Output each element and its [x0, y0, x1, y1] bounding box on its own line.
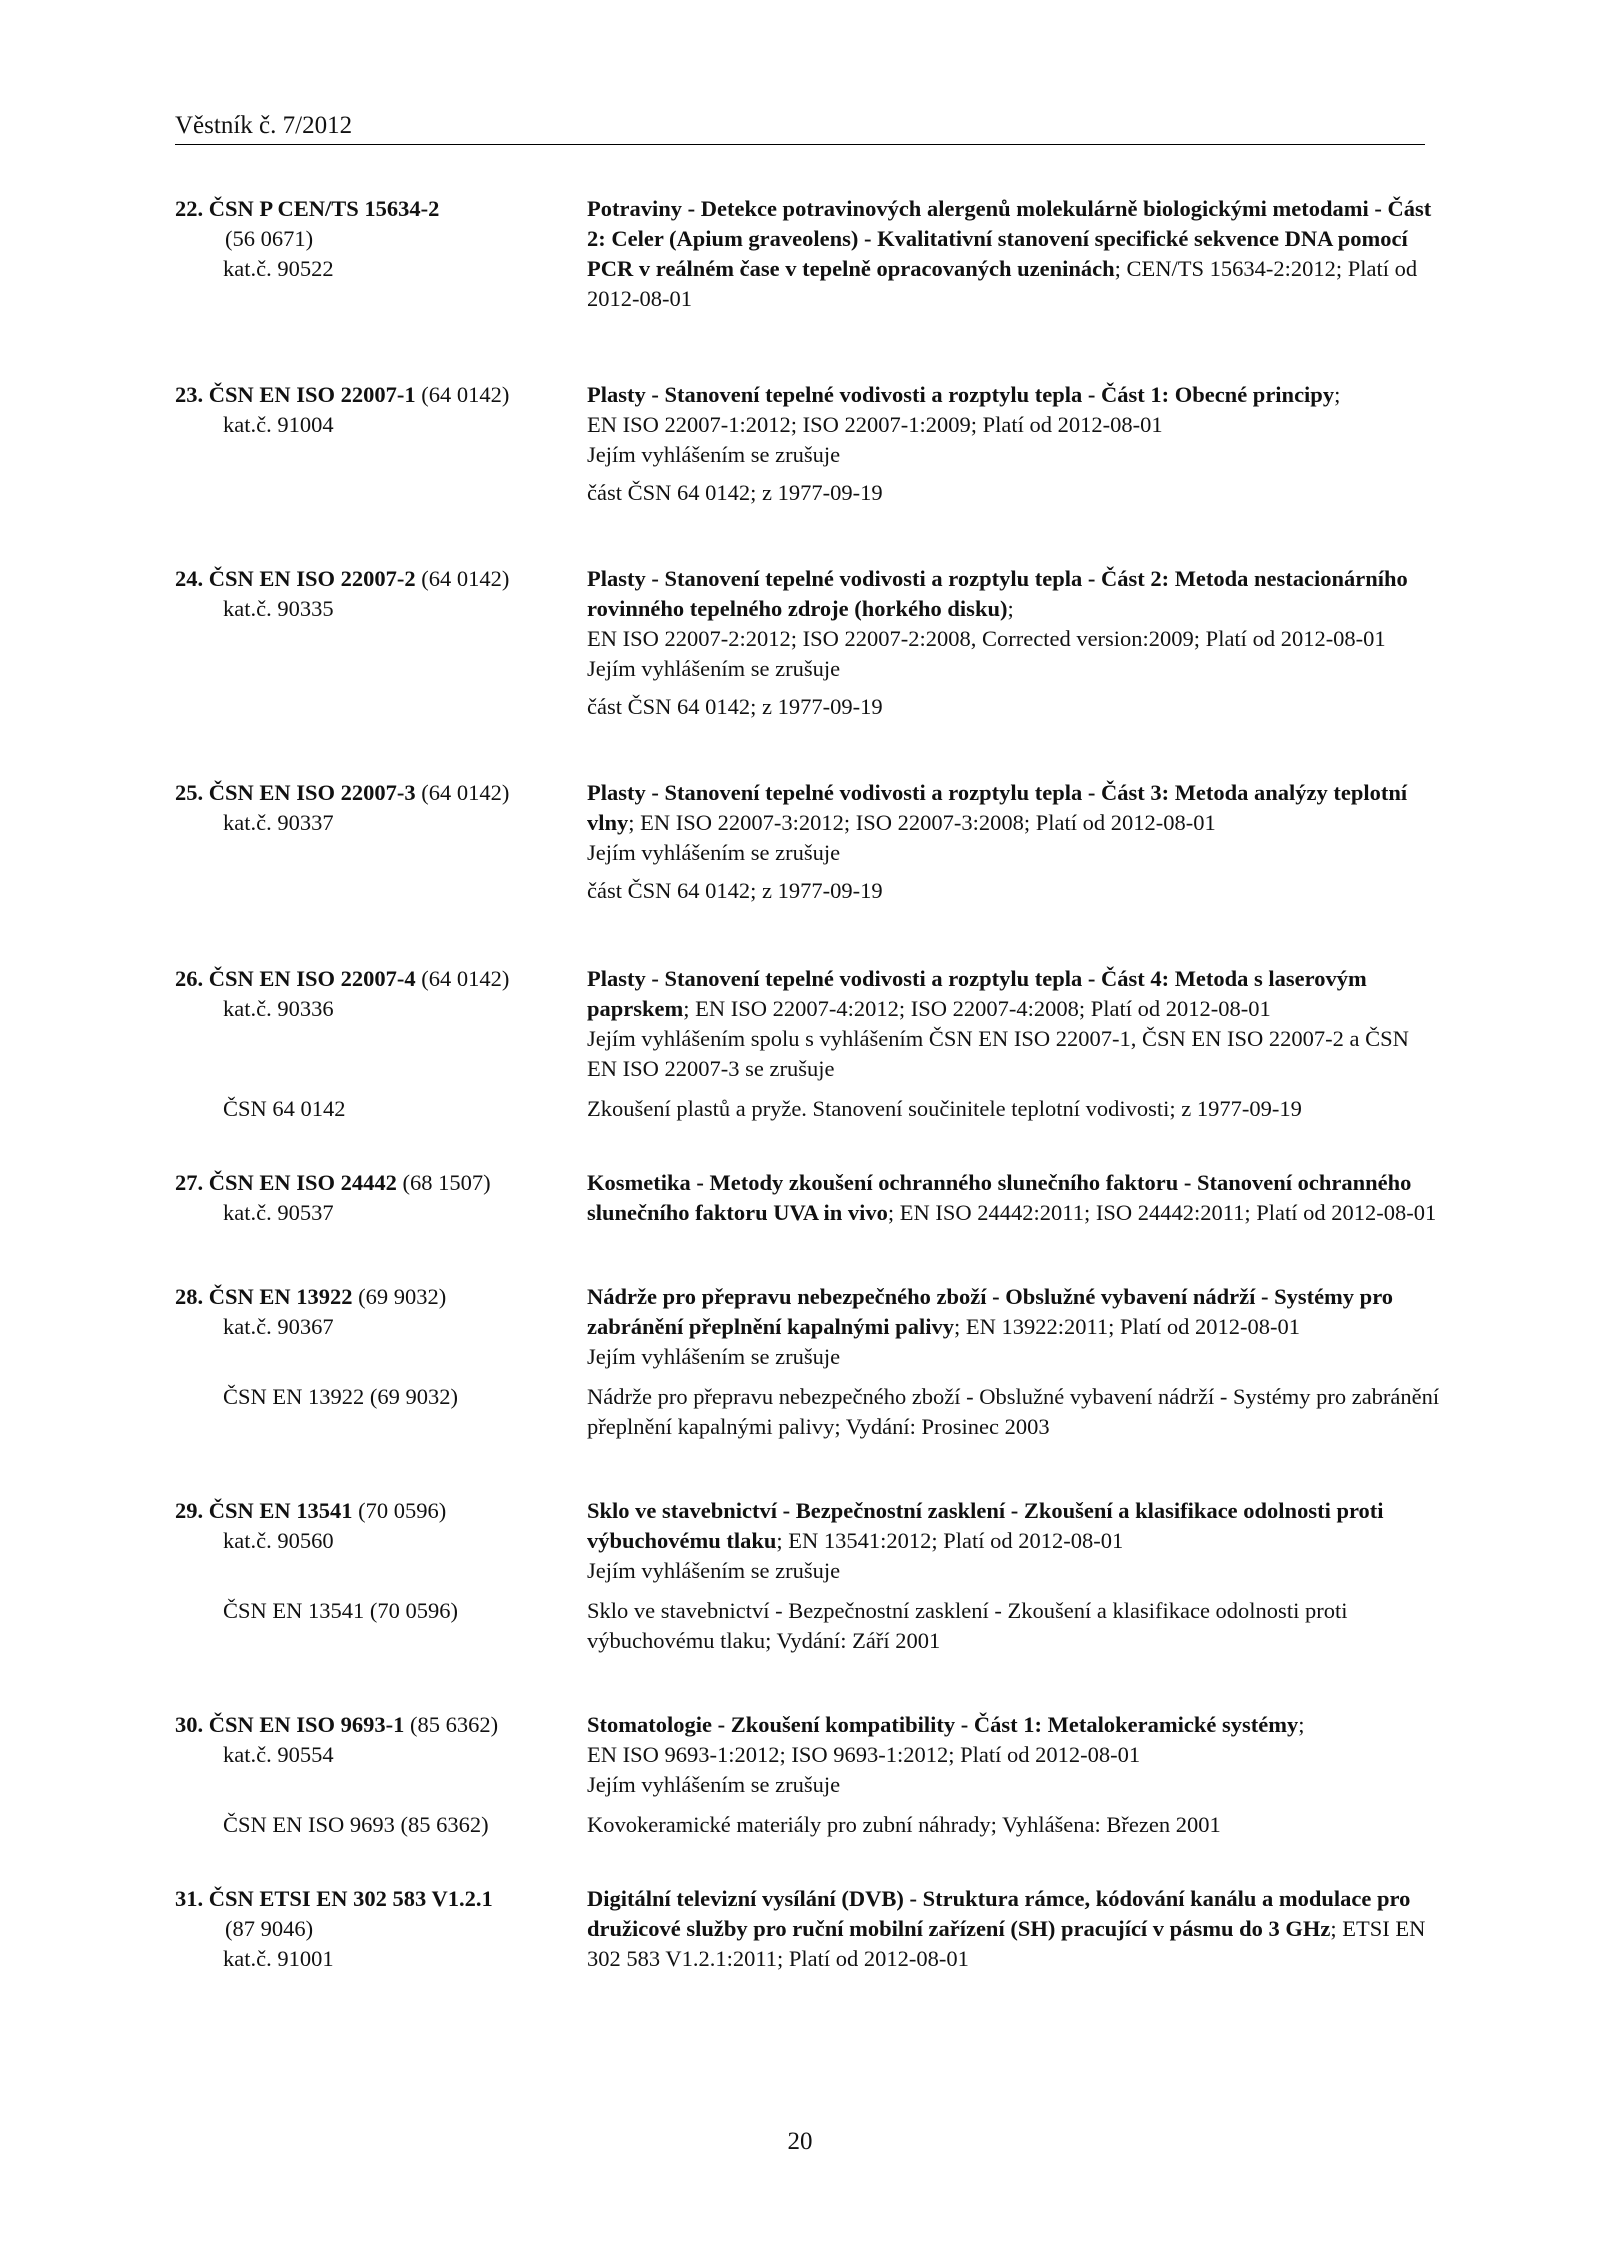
catalog-number: kat.č. 90560 [223, 1528, 334, 1553]
standard-entry-28 [175, 1282, 1440, 1372]
standard-details-line: EN ISO 9693-1:2012; ISO 9693-1:2012; Platí od 2012-08-01 [587, 1742, 1141, 1767]
old-standard-row [175, 1596, 1440, 1656]
catalog-number: kat.č. 90522 [223, 256, 334, 281]
standard-details: ; CEN/TS 15634-2:2012; Platí od 2012-08-01 [587, 256, 1418, 311]
standard-title: Digitální televizní vysílání (DVB) - Struktura rámce, kódování kanálu a modulace pro družicové služby pro ruční mobilní zařízení (SH) pracující v pásmu do 3 GHz [587, 1886, 1411, 1941]
entry-number: 28. [175, 1284, 204, 1309]
standard-entry-23 [175, 380, 1440, 508]
old-standard-row [175, 1382, 1440, 1442]
standard-details: ; EN 13541:2012; Platí od 2012-08-01 [776, 1528, 1124, 1553]
old-standard-row [175, 1094, 1440, 1124]
page-header [175, 112, 1425, 145]
catalog-number: kat.č. 90336 [223, 996, 334, 1021]
standard-code: ČSN EN ISO 22007-4 [208, 966, 416, 991]
standard-title: Plasty - Stanovení tepelné vodivosti a rozptylu tepla - Část 4: Metoda s laserovým paprskem [587, 966, 1367, 1021]
standard-details: ; [1298, 1712, 1305, 1737]
standard-details: ; EN ISO 24442:2011; ISO 24442:2011; Platí od 2012-08-01 [887, 1200, 1437, 1225]
standard-code: ČSN EN ISO 24442 [208, 1170, 397, 1195]
catalog-number: kat.č. 90367 [223, 1314, 334, 1339]
entry-number: 31. [175, 1886, 204, 1911]
standard-title: Stomatologie - Zkoušení kompatibility - Část 1: Metalokeramické systémy [587, 1712, 1299, 1737]
old-standard-title: Sklo ve stavebnictví - Bezpečnostní zasklení - Zkoušení a klasifikace odolnosti proti výbuchovému tlaku; Vydání: Září 2001 [587, 1598, 1348, 1653]
cancellation-note: Jejím vyhlášením se zrušuje [587, 1772, 841, 1797]
old-standard-code: ČSN EN 13922 (69 9032) [223, 1384, 458, 1409]
cancellation-note: Jejím vyhlášením se zrušuje [587, 656, 841, 681]
old-standard-code: ČSN EN ISO 9693 (85 6362) [223, 1812, 489, 1837]
cancellation-note: Jejím vyhlášením se zrušuje [587, 1344, 841, 1369]
entry-number: 27. [175, 1170, 204, 1195]
standard-code: ČSN EN ISO 22007-3 [208, 780, 416, 805]
old-standard-title: Nádrže pro přepravu nebezpečného zboží - Obslužné vybavení nádrží - Systémy pro zabránění přeplnění kapalnými palivy; Vydání: Prosinec 2003 [587, 1384, 1440, 1439]
entry-number: 29. [175, 1498, 204, 1523]
standard-title: Potraviny - Detekce potravinových alergenů molekulárně biologickými metodami - Část 2: Celer (Apium graveolens) - Kvalitativní stanovení specifické sekvence DNA pomocí PCR v reálném čase v tepelně opracovaných uzeninách [587, 196, 1432, 281]
standard-title: Plasty - Stanovení tepelné vodivosti a rozptylu tepla - Část 2: Metoda nestacionárního rovinného tepelného zdroje (horkého disku) [587, 566, 1408, 621]
standard-entry-30 [175, 1710, 1440, 1800]
old-standard-row [175, 1810, 1440, 1840]
standard-title: Plasty - Stanovení tepelné vodivosti a rozptylu tepla - Část 1: Obecné principy [587, 382, 1335, 407]
standard-entry-26 [175, 964, 1440, 1084]
standard-entry-25 [175, 778, 1440, 906]
standard-details-line: EN ISO 22007-2:2012; ISO 22007-2:2008, Corrected version:2009; Platí od 2012-08-01 [587, 626, 1386, 651]
cancelled-standard: část ČSN 64 0142; z 1977-09-19 [587, 480, 883, 505]
standard-code: ČSN EN 13922 [208, 1284, 353, 1309]
standard-details-line: EN ISO 22007-1:2012; ISO 22007-1:2009; Platí od 2012-08-01 [587, 412, 1163, 437]
entry-number: 23. [175, 382, 204, 407]
standard-code: ČSN EN ISO 22007-2 [208, 566, 416, 591]
standard-entry-31 [175, 1884, 1440, 1974]
cancellation-note: Jejím vyhlášením se zrušuje [587, 1558, 841, 1583]
catalog-number: kat.č. 90554 [223, 1742, 334, 1767]
class-code: (64 0142) [415, 780, 510, 805]
cancellation-note: Jejím vyhlášením se zrušuje [587, 442, 841, 467]
standard-code: ČSN EN ISO 22007-1 [208, 382, 416, 407]
class-code: (68 1507) [396, 1170, 491, 1195]
standard-details: ; EN 13922:2011; Platí od 2012-08-01 [953, 1314, 1300, 1339]
class-code: (69 9032) [352, 1284, 447, 1309]
standard-details: ; EN ISO 22007-4:2012; ISO 22007-4:2008; Platí od 2012-08-01 [683, 996, 1271, 1021]
old-standard-title: Zkoušení plastů a pryže. Stanovení součinitele teplotní vodivosti; z 1977-09-19 [587, 1096, 1302, 1121]
catalog-number: kat.č. 91001 [223, 1946, 334, 1971]
old-standard-title: Kovokeramické materiály pro zubní náhrady; Vyhlášena: Březen 2001 [587, 1812, 1221, 1837]
standard-entry-22 [175, 194, 1440, 314]
catalog-number: kat.č. 90335 [223, 596, 334, 621]
standard-code: ČSN EN ISO 9693-1 [208, 1712, 405, 1737]
cancelled-standard: část ČSN 64 0142; z 1977-09-19 [587, 878, 883, 903]
cancelled-standard: část ČSN 64 0142; z 1977-09-19 [587, 694, 883, 719]
class-code: (64 0142) [415, 566, 510, 591]
standard-title: Plasty - Stanovení tepelné vodivosti a rozptylu tepla - Část 3: Metoda analýzy teplotní vlny [587, 780, 1408, 835]
class-code: (64 0142) [415, 382, 510, 407]
catalog-number: kat.č. 90537 [223, 1200, 334, 1225]
class-code: (70 0596) [352, 1498, 447, 1523]
standards-list [175, 194, 1440, 1974]
standard-code: ČSN ETSI EN 302 583 V1.2.1 [208, 1886, 493, 1911]
class-code: (87 9046) [225, 1916, 314, 1941]
class-code: (64 0142) [415, 966, 510, 991]
entry-number: 24. [175, 566, 204, 591]
standard-details: ; ETSI EN 302 583 V1.2.1:2011; Platí od 2012-08-01 [587, 1916, 1426, 1971]
entry-number: 30. [175, 1712, 204, 1737]
standard-title: Nádrže pro přepravu nebezpečného zboží - Obslužné vybavení nádrží - Systémy pro zabránění přeplnění kapalnými palivy [587, 1284, 1394, 1339]
standard-details: ; EN ISO 22007-3:2012; ISO 22007-3:2008; Platí od 2012-08-01 [628, 810, 1216, 835]
standard-title: Sklo ve stavebnictví - Bezpečnostní zasklení - Zkoušení a klasifikace odolnosti proti výbuchovému tlaku [587, 1498, 1384, 1553]
entry-number: 22. [175, 196, 204, 221]
standard-details: ; [1007, 596, 1014, 621]
journal-title: Věstník č. 7/2012 [175, 112, 353, 139]
catalog-number: kat.č. 91004 [223, 412, 334, 437]
cancellation-note: Jejím vyhlášením se zrušuje [587, 840, 841, 865]
standard-entry-24 [175, 564, 1440, 722]
standard-code: ČSN EN 13541 [208, 1498, 353, 1523]
entry-number: 26. [175, 966, 204, 991]
standard-code: ČSN P CEN/TS 15634-2 [208, 196, 440, 221]
standard-entry-27 [175, 1168, 1440, 1228]
class-code: (56 0671) [225, 226, 314, 251]
catalog-number: kat.č. 90337 [223, 810, 334, 835]
entry-number: 25. [175, 780, 204, 805]
old-standard-code: ČSN 64 0142 [223, 1096, 346, 1121]
standard-entry-29 [175, 1496, 1440, 1586]
standard-details: ; [1334, 382, 1341, 407]
old-standard-code: ČSN EN 13541 (70 0596) [223, 1598, 458, 1623]
standard-title: Kosmetika - Metody zkoušení ochranného slunečního faktoru - Stanovení ochranného slunečního faktoru UVA in vivo [587, 1170, 1412, 1225]
cancellation-note: Jejím vyhlášením spolu s vyhlášením ČSN EN ISO 22007-1, ČSN EN ISO 22007-2 a ČSN EN ISO 22007-3 se zrušuje [587, 1026, 1409, 1081]
class-code: (85 6362) [404, 1712, 499, 1737]
page-number: 20 [787, 2128, 813, 2155]
